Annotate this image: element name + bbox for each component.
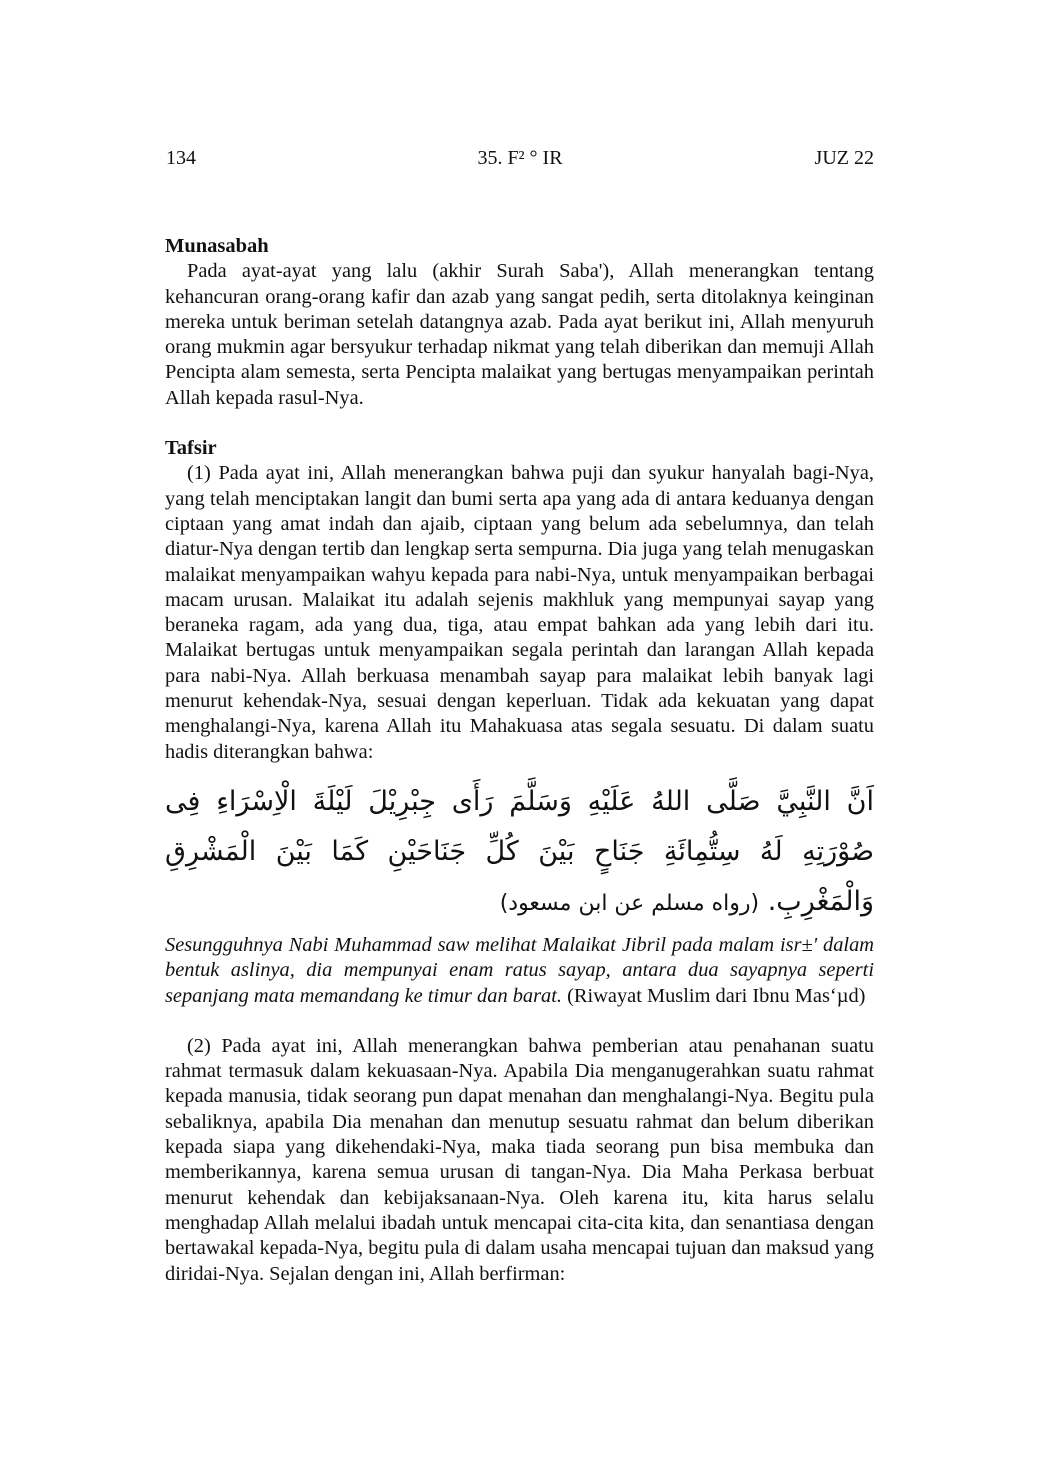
tafsir-paragraph-2: (2) Pada ayat ini, Allah menerangkan bahwa pemberian atau penahanan suatu rahmat termasuk dalam kekuasaan-Nya. Apabila Dia menganugerahkan suatu rahmat kepada manusia, tidak seorang pun dapat menahan dan menghalangi-Nya. Begitu pula sebaliknya, apabila Dia menahan dan menutup sesuatu rahmat dan belum diberikan kepada siapa yang dikehendaki-Nya, maka tiada seorang pun bisa membuka dan memberikannya, karena semua urusan di tangan-Nya. Dia Maha Perkasa berbuat menurut kehendak dan kebijaksanaan-Nya. Oleh karena itu, kita harus selalu menghadap Allah melalui ibadah untuk mencapai cita-cita kita, dan senantiasa dengan bertawakal kepada-Nya, begitu pula di dalam usaha mencapai tujuan dan maksud yang diridai-Nya. Sejalan dengan ini, Allah berfirman: — [165, 1034, 874, 1285]
page-header — [166, 144, 874, 172]
hadith-arabic-text: اَنَّ النَّبِيَّ صَلَّى اللهُ عَلَيْهِ وَسَلَّمَ رَأَى جِبْرِيْلَ لَيْلَةَ الْاِسْرَاءِ فِى صُوْرَتِهِ لَهُ سِتُّمِائَةِ جَنَاحٍ بَيْنَ كُلِّ جَنَاحَيْنِ كَمَا بَيْنَ الْمَشْرِقِ وَالْمَغْرِبِ. — [165, 785, 874, 917]
munasabah-paragraph: Pada ayat-ayat yang lalu (akhir Surah Saba'), Allah menerangkan tentang kehancuran orang-orang kafir dan azab yang sangat pedih, serta ditolaknya keinginan mereka untuk beriman setelah datangnya azab. Pada ayat berikut ini, Allah menyuruh orang mukmin agar bersyukur terhadap nikmat yang telah diberikan dan memuji Allah Pencipta alam semesta, serta Pencipta malaikat yang bertugas menyampaikan perintah Allah kepada rasul-Nya. — [165, 260, 874, 409]
page-body — [165, 234, 874, 1287]
munasabah-heading: Munasabah — [165, 235, 269, 257]
tafsir-heading: Tafsir — [165, 437, 217, 460]
hadith-arabic-reference: (رواه مسلم عن ابن مسعود) — [499, 890, 760, 916]
hadith-arabic-block — [165, 777, 874, 929]
tafsir-paragraph-1: (1) Pada ayat ini, Allah menerangkan bahwa puji dan syukur hanyalah bagi-Nya, yang telah menciptakan langit dan bumi serta apa yang ada di antara keduanya dengan ciptaan yang amat indah dan ajaib, ciptaan yang belum ada sebelumnya, dan telah diatur-Nya dengan tertib dan lengkap serta sempurna. Dia juga yang telah menugaskan malaikat menyampaikan wahyu kepada para nabi-Nya, untuk menyampaikan berbagai macam urusan. Malaikat itu adalah sejenis makhluk yang mempunyai sayap yang beraneka ragam, ada yang dua, tiga, atau empat bahkan ada yang lebih dari itu. Malaikat bertugas untuk menyampaikan segala perintah dan larangan Allah kepada para nabi-Nya. Allah berkuasa menambah sayap para malaikat lebih banyak lagi menurut kehendak-Nya, sesuai dengan keperluan. Tidak ada kekuatan yang dapat menghalangi-Nya, karena Allah itu Mahakuasa atas segala sesuatu. Di dalam suatu hadis diterangkan bahwa: — [165, 462, 874, 763]
page-number: 134 — [166, 147, 196, 169]
hadith-translation-text: Sesungguhnya Nabi Muhammad saw melihat Malaikat Jibril pada malam isr±' dalam bentuk aslinya, dia mempunyai enam ratus sayap, antara dua sayapnya seperti sepanjang mata memandang ke timur dan barat. — [165, 933, 874, 1007]
munasabah-section — [165, 234, 874, 411]
hadith-source: (Riwayat Muslim dari Ibnu Mas‘µd) — [567, 984, 866, 1007]
juz-label: JUZ 22 — [814, 147, 874, 169]
running-title: 35. F² ° IR — [477, 147, 563, 169]
tafsir-section — [165, 436, 874, 1287]
hadith-translation — [165, 933, 874, 1009]
